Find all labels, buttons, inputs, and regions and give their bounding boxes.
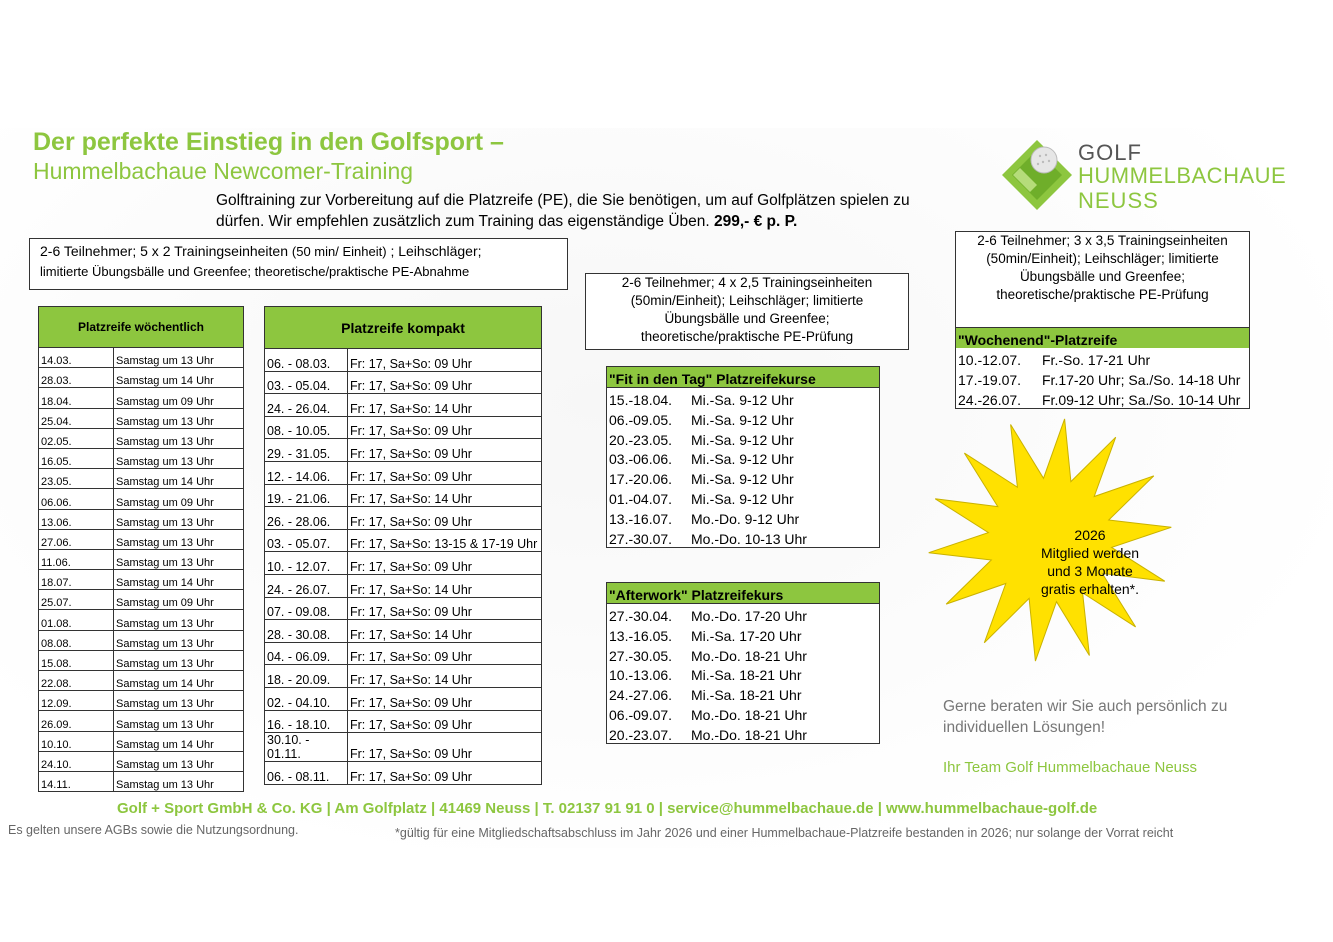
fit-date-cell: 01.-04.07. (607, 487, 690, 507)
golf-logo-icon (1000, 138, 1074, 212)
weekly-row (39, 469, 244, 489)
fit-row (607, 387, 880, 407)
fit-date-cell: 20.-23.05. (607, 428, 690, 448)
compact-row (265, 710, 542, 733)
afterwork-row (607, 624, 880, 644)
weekly-info-line2: limitierte Übungsbälle und Greenfee; theoretische/praktische PE-Abnahme (40, 264, 470, 279)
weekly-date-cell: 25.07. (39, 590, 114, 610)
compact-date-cell: 03. - 05.04. (265, 371, 348, 394)
compact-info-box (585, 273, 909, 350)
compact-row (265, 394, 542, 417)
compact-time-cell: Fr: 17, Sa+So: 14 Uhr (348, 665, 542, 688)
weekend-date-cell: 17.-19.07. (956, 368, 1041, 388)
weekly-date-cell: 10.10. (39, 731, 114, 751)
weekly-date-cell: 24.10. (39, 751, 114, 771)
weekend-row (956, 368, 1250, 388)
afterwork-row (607, 664, 880, 684)
weekly-time-cell: Samstag um 13 Uhr (114, 711, 244, 731)
compact-time-cell: Fr: 17, Sa+So: 09 Uhr (348, 439, 542, 462)
fit-row (607, 507, 880, 527)
fit-row (607, 408, 880, 428)
compact-time-cell: Fr: 17, Sa+So: 09 Uhr (348, 349, 542, 372)
weekly-date-cell: 27.06. (39, 529, 114, 549)
compact-date-cell: 30.10. - 01.11. (265, 733, 348, 762)
promo-line4: gratis erhalten*. (1040, 581, 1140, 597)
afterwork-time-cell: Mi.-Sa. 18-21 Uhr (689, 683, 880, 703)
compact-table-header: Platzreife kompakt (265, 307, 542, 349)
afterwork-date-cell: 06.-09.07. (607, 703, 690, 723)
weekly-info-part-b: (50 min/ Einheit) (291, 244, 387, 259)
weekend-row (956, 388, 1250, 409)
weekly-time-cell: Samstag um 13 Uhr (114, 509, 244, 529)
compact-date-cell: 03. - 05.07. (265, 529, 348, 552)
afterwork-row (607, 603, 880, 623)
fit-time-cell: Mi.-Sa. 9-12 Uhr (689, 428, 880, 448)
afterwork-table-header: "Afterwork" Platzreifekurs (607, 583, 880, 604)
weekly-time-cell: Samstag um 13 Uhr (114, 448, 244, 468)
fit-date-cell: 15.-18.04. (607, 387, 690, 407)
promo-year: 2026 (1074, 527, 1106, 543)
weekly-date-cell: 26.09. (39, 711, 114, 731)
afterwork-time-cell: Mi.-Sa. 18-21 Uhr (689, 664, 880, 684)
afterwork-date-cell: 24.-27.06. (607, 683, 690, 703)
weekend-info-line4: theoretische/praktische PE-Prüfung (996, 287, 1209, 302)
compact-date-cell: 07. - 09.08. (265, 597, 348, 620)
compact-date-cell: 29. - 31.05. (265, 439, 348, 462)
logo-golf-text: GOLF (1078, 140, 1142, 165)
weekly-time-cell: Samstag um 14 Uhr (114, 469, 244, 489)
weekly-row (39, 711, 244, 731)
compact-row (265, 461, 542, 484)
weekend-info-line2: (50min/Einheit); Leihschläger; limitierte (986, 251, 1219, 266)
weekly-time-cell: Samstag um 13 Uhr (114, 691, 244, 711)
fit-time-cell: Mi.-Sa. 9-12 Uhr (689, 408, 880, 428)
weekly-row (39, 771, 244, 791)
fit-row (607, 448, 880, 468)
weekly-info-box (29, 238, 568, 290)
compact-row (265, 733, 542, 762)
compact-date-cell: 02. - 04.10. (265, 687, 348, 710)
afterwork-table (606, 582, 880, 744)
weekly-time-cell: Samstag um 13 Uhr (114, 549, 244, 569)
compact-time-cell: Fr: 17, Sa+So: 09 Uhr (348, 371, 542, 394)
weekly-date-cell: 01.08. (39, 610, 114, 630)
weekly-time-cell: Samstag um 13 Uhr (114, 529, 244, 549)
compact-time-cell: Fr: 17, Sa+So: 09 Uhr (348, 687, 542, 710)
compact-info-line1: 2-6 Teilnehmer; 4 x 2,5 Trainingseinheiten (621, 275, 873, 290)
weekly-row (39, 691, 244, 711)
afterwork-row (607, 644, 880, 664)
promo-line2: Mitglied werden (1040, 545, 1140, 561)
weekend-row (956, 348, 1250, 368)
weekly-row (39, 590, 244, 610)
fit-table (606, 366, 880, 548)
compact-time-cell: Fr: 17, Sa+So: 09 Uhr (348, 762, 542, 785)
weekly-row (39, 731, 244, 751)
afterwork-date-cell: 13.-16.05. (607, 624, 690, 644)
compact-time-cell: Fr: 17, Sa+So: 13-15 & 17-19 Uhr (348, 529, 542, 552)
footer-contact: Golf + Sport GmbH & Co. KG | Am Golfplatz | 41469 Neuss | T. 02137 91 91 0 | service@hummelbachaue.de | www.hummelbachaue-golf.de (117, 800, 1098, 817)
compact-row (265, 552, 542, 575)
fit-row (607, 527, 880, 547)
page-title: Der perfekte Einstieg in den Golfsport – (33, 128, 504, 156)
weekly-row (39, 570, 244, 590)
weekly-row (39, 348, 244, 368)
logo-city-text: NEUSS (1078, 188, 1159, 213)
weekly-time-cell: Samstag um 13 Uhr (114, 408, 244, 428)
compact-time-cell: Fr: 17, Sa+So: 09 Uhr (348, 733, 542, 762)
compact-date-cell: 08. - 10.05. (265, 416, 348, 439)
compact-row (265, 371, 542, 394)
weekly-date-cell: 02.05. (39, 428, 114, 448)
compact-time-cell: Fr: 17, Sa+So: 09 Uhr (348, 416, 542, 439)
weekly-row (39, 408, 244, 428)
footer-agb: Es gelten unsere AGBs sowie die Nutzungsordnung. (8, 823, 299, 837)
advice-line1: Gerne beraten wir Sie auch persönlich zu (943, 698, 1228, 715)
weekly-time-cell: Samstag um 14 Uhr (114, 731, 244, 751)
weekly-time-cell: Samstag um 14 Uhr (114, 570, 244, 590)
compact-date-cell: 24. - 26.07. (265, 574, 348, 597)
compact-date-cell: 28. - 30.08. (265, 620, 348, 643)
weekly-date-cell: 08.08. (39, 630, 114, 650)
compact-time-cell: Fr: 17, Sa+So: 14 Uhr (348, 484, 542, 507)
compact-time-cell: Fr: 17, Sa+So: 09 Uhr (348, 597, 542, 620)
weekly-date-cell: 13.06. (39, 509, 114, 529)
compact-info-line2: (50min/Einheit); Leihschläger; limitierte (630, 293, 864, 308)
advice-line2: individuellen Lösungen! (943, 719, 1106, 736)
fit-row (607, 487, 880, 507)
compact-row (265, 484, 542, 507)
intro-price: 299,- € p. P. (714, 213, 798, 230)
compact-date-cell: 18. - 20.09. (265, 665, 348, 688)
compact-row (265, 597, 542, 620)
compact-time-cell: Fr: 17, Sa+So: 09 Uhr (348, 461, 542, 484)
weekly-time-cell: Samstag um 13 Uhr (114, 751, 244, 771)
fit-date-cell: 13.-16.07. (607, 507, 690, 527)
weekly-time-cell: Samstag um 13 Uhr (114, 610, 244, 630)
weekend-time-cell: Fr.-So. 17-21 Uhr (1040, 348, 1250, 368)
fit-table-header: "Fit in den Tag" Platzreifekurse (607, 367, 880, 388)
weekly-date-cell: 06.06. (39, 489, 114, 509)
weekly-time-cell: Samstag um 13 Uhr (114, 630, 244, 650)
weekly-date-cell: 25.04. (39, 408, 114, 428)
compact-date-cell: 04. - 06.09. (265, 642, 348, 665)
compact-row (265, 507, 542, 530)
compact-row (265, 642, 542, 665)
weekend-time-cell: Fr.17-20 Uhr; Sa./So. 14-18 Uhr (1040, 368, 1250, 388)
compact-row (265, 687, 542, 710)
weekend-date-cell: 24.-26.07. (956, 388, 1041, 409)
compact-time-cell: Fr: 17, Sa+So: 14 Uhr (348, 620, 542, 643)
weekly-row (39, 448, 244, 468)
weekly-row (39, 428, 244, 448)
fit-date-cell: 17.-20.06. (607, 467, 690, 487)
compact-row (265, 665, 542, 688)
weekly-row (39, 529, 244, 549)
compact-row (265, 620, 542, 643)
weekly-row (39, 368, 244, 388)
fit-time-cell: Mo.-Do. 9-12 Uhr (689, 507, 880, 527)
compact-date-cell: 16. - 18.10. (265, 710, 348, 733)
fit-time-cell: Mi.-Sa. 9-12 Uhr (689, 487, 880, 507)
compact-row (265, 416, 542, 439)
footer-note: *gültig für eine Mitgliedschaftsabschluss im Jahr 2026 und einer Hummelbachaue-Platzreife bestanden in 2026; nur solange der Vorrat reicht (395, 826, 1174, 840)
weekend-time-cell: Fr.09-12 Uhr; Sa./So. 10-14 Uhr (1040, 388, 1250, 409)
page-subtitle: Hummelbachaue Newcomer-Training (33, 158, 414, 184)
weekly-info-part-c: ; Leihschläger; (390, 243, 482, 259)
afterwork-time-cell: Mo.-Do. 18-21 Uhr (689, 644, 880, 664)
afterwork-time-cell: Mo.-Do. 18-21 Uhr (689, 703, 880, 723)
weekly-row (39, 671, 244, 691)
afterwork-time-cell: Mo.-Do. 18-21 Uhr (689, 723, 880, 743)
fit-date-cell: 03.-06.06. (607, 448, 690, 468)
weekly-time-cell: Samstag um 09 Uhr (114, 590, 244, 610)
compact-info-line3: Übungsbälle und Greenfee; (664, 311, 830, 326)
fit-row (607, 467, 880, 487)
weekly-date-cell: 23.05. (39, 469, 114, 489)
weekly-info-part-a: 2-6 Teilnehmer; 5 x 2 Trainingseinheiten (40, 243, 289, 259)
weekly-row (39, 630, 244, 650)
weekend-info-box (955, 231, 1250, 306)
weekly-time-cell: Samstag um 13 Uhr (114, 348, 244, 368)
weekly-row (39, 751, 244, 771)
weekly-time-cell: Samstag um 13 Uhr (114, 428, 244, 448)
weekly-row (39, 489, 244, 509)
afterwork-date-cell: 20.-23.07. (607, 723, 690, 743)
compact-time-cell: Fr: 17, Sa+So: 09 Uhr (348, 710, 542, 733)
compact-row (265, 529, 542, 552)
compact-date-cell: 12. - 14.06. (265, 461, 348, 484)
compact-date-cell: 19. - 21.06. (265, 484, 348, 507)
fit-row (607, 428, 880, 448)
afterwork-date-cell: 10.-13.06. (607, 664, 690, 684)
weekend-info-line3: Übungsbälle und Greenfee; (1019, 269, 1186, 284)
fit-time-cell: Mi.-Sa. 9-12 Uhr (689, 387, 880, 407)
weekly-time-cell: Samstag um 13 Uhr (114, 650, 244, 670)
compact-date-cell: 10. - 12.07. (265, 552, 348, 575)
afterwork-date-cell: 27.-30.05. (607, 644, 690, 664)
compact-time-cell: Fr: 17, Sa+So: 09 Uhr (348, 507, 542, 530)
weekly-date-cell: 12.09. (39, 691, 114, 711)
weekly-time-cell: Samstag um 09 Uhr (114, 489, 244, 509)
weekly-row (39, 650, 244, 670)
weekly-date-cell: 11.06. (39, 549, 114, 569)
compact-date-cell: 26. - 28.06. (265, 507, 348, 530)
promo-line3: und 3 Monate (1047, 563, 1133, 579)
compact-time-cell: Fr: 17, Sa+So: 09 Uhr (348, 552, 542, 575)
compact-row (265, 574, 542, 597)
compact-table (264, 306, 542, 785)
afterwork-row (607, 683, 880, 703)
weekly-info-line1 (40, 241, 557, 262)
weekend-table (955, 305, 1250, 409)
weekly-time-cell: Samstag um 09 Uhr (114, 388, 244, 408)
compact-time-cell: Fr: 17, Sa+So: 14 Uhr (348, 394, 542, 417)
weekly-date-cell: 14.11. (39, 771, 114, 791)
weekly-row (39, 509, 244, 529)
weekly-date-cell: 15.08. (39, 650, 114, 670)
weekend-table-header: "Wochenend"-Platzreife (956, 328, 1250, 349)
weekly-time-cell: Samstag um 14 Uhr (114, 671, 244, 691)
weekend-info-line1: 2-6 Teilnehmer; 3 x 3,5 Trainingseinheiten (977, 233, 1228, 248)
compact-info-line4: theoretische/praktische PE-Prüfung (640, 329, 854, 344)
weekly-date-cell: 16.05. (39, 448, 114, 468)
intro-body: Golftraining zur Vorbereitung auf die Platzreife (PE), die Sie benötigen, um auf Golfplätzen spielen zu dürfen. Wir empfehlen zusätzlich zum Training das eigenständige Üben. (216, 192, 910, 230)
compact-time-cell: Fr: 17, Sa+So: 14 Uhr (348, 574, 542, 597)
compact-row (265, 439, 542, 462)
weekly-table-header: Platzreife wöchentlich (39, 307, 244, 348)
weekly-row (39, 610, 244, 630)
weekly-row (39, 388, 244, 408)
compact-time-cell: Fr: 17, Sa+So: 09 Uhr (348, 642, 542, 665)
fit-date-cell: 27.-30.07. (607, 527, 690, 547)
afterwork-time-cell: Mo.-Do. 17-20 Uhr (689, 603, 880, 623)
compact-row (265, 349, 542, 372)
weekly-date-cell: 28.03. (39, 368, 114, 388)
compact-date-cell: 06. - 08.11. (265, 762, 348, 785)
weekly-table (38, 306, 244, 792)
fit-time-cell: Mi.-Sa. 9-12 Uhr (689, 467, 880, 487)
team-signature: Ihr Team Golf Hummelbachaue Neuss (943, 759, 1198, 776)
weekly-date-cell: 14.03. (39, 348, 114, 368)
afterwork-time-cell: Mi.-Sa. 17-20 Uhr (689, 624, 880, 644)
weekend-date-cell: 10.-12.07. (956, 348, 1041, 368)
compact-date-cell: 06. - 08.03. (265, 349, 348, 372)
afterwork-date-cell: 27.-30.04. (607, 603, 690, 623)
weekly-time-cell: Samstag um 14 Uhr (114, 368, 244, 388)
compact-date-cell: 24. - 26.04. (265, 394, 348, 417)
weekly-row (39, 549, 244, 569)
fit-date-cell: 06.-09.05. (607, 408, 690, 428)
weekly-date-cell: 22.08. (39, 671, 114, 691)
weekly-date-cell: 18.07. (39, 570, 114, 590)
weekly-date-cell: 18.04. (39, 388, 114, 408)
promo-star-text (1010, 526, 1170, 598)
afterwork-row (607, 723, 880, 743)
afterwork-row (607, 703, 880, 723)
advice-text (943, 696, 1227, 738)
fit-time-cell: Mo.-Do. 10-13 Uhr (689, 527, 880, 547)
intro-text (216, 190, 946, 232)
logo-name-text: HUMMELBACHAUE (1078, 163, 1287, 188)
compact-row (265, 762, 542, 785)
weekly-time-cell: Samstag um 13 Uhr (114, 771, 244, 791)
fit-time-cell: Mi.-Sa. 9-12 Uhr (689, 448, 880, 468)
